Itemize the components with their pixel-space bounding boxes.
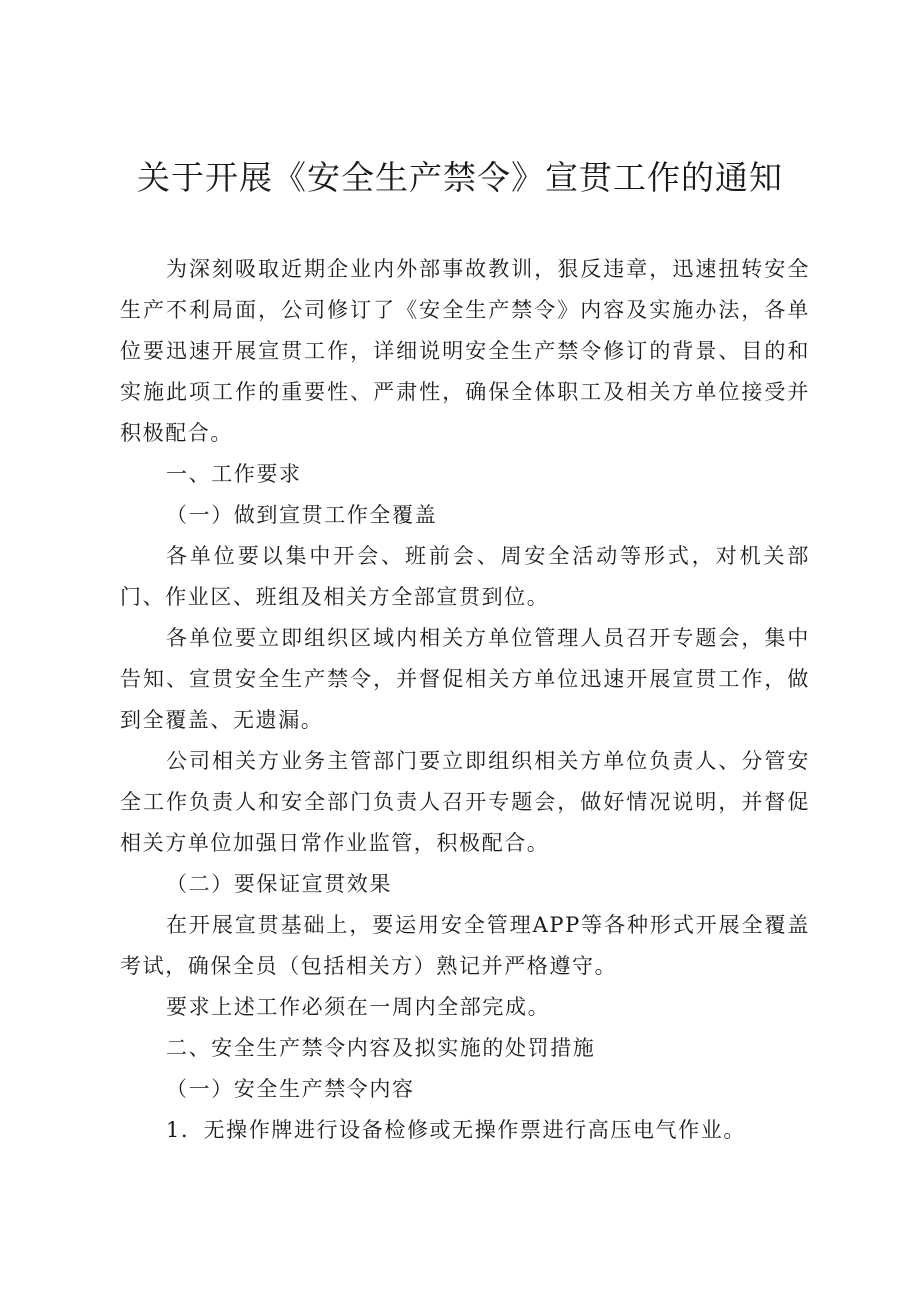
section2-sub1-heading: （一）安全生产禁令内容 — [166, 1077, 415, 1101]
section2-sub1-item-1: 1．无操作牌进行设备检修或无操作票进行高压电气作业。 — [166, 1118, 746, 1142]
section2-heading: 二、安全生产禁令内容及拟实施的处罚措施 — [166, 1036, 596, 1060]
section1-sub1-heading: （一）做到宣贯工作全覆盖 — [166, 503, 438, 527]
section1-sub1-paragraph-2: 各单位要立即组织区域内相关方单位管理人员召开专题会，集中告知、宣贯安全生产禁令，并督促相关方单位迅速开展宣贯工作，做到全覆盖、无遗漏。 — [120, 626, 810, 732]
section1-sub2-paragraph-1: 在开展宣贯基础上，要运用安全管理APP等各种形式开展全覆盖考试，确保全员（包括相关方）熟记并严格遵守。 — [120, 913, 810, 978]
section1-sub2-paragraph-2: 要求上述工作必须在一周内全部完成。 — [166, 995, 551, 1019]
document-body — [120, 249, 810, 1151]
section1-sub1-paragraph-3: 公司相关方业务主管部门要立即组织相关方单位负责人、分管安全工作负责人和安全部门负责人召开专题会，做好情况说明，并督促相关方单位加强日常作业监管，积极配合。 — [120, 749, 810, 855]
section1-sub2-heading: （二）要保证宣贯效果 — [166, 872, 392, 896]
section1-sub1-paragraph-1: 各单位要以集中开会、班前会、周安全活动等形式，对机关部门、作业区、班组及相关方全部宣贯到位。 — [120, 544, 810, 609]
section1-heading: 一、工作要求 — [166, 462, 302, 486]
document-title: 关于开展《安全生产禁令》宣贯工作的通知 — [137, 158, 783, 197]
intro-paragraph: 为深刻吸取近期企业内外部事故教训，狠反违章，迅速扭转安全生产不利局面，公司修订了《安全生产禁令》内容及实施办法，各单位要迅速开展宣贯工作，详细说明安全生产禁令修订的背景、目的和实施此项工作的重要性、严肃性，确保全体职工及相关方单位接受并积极配合。 — [120, 257, 810, 445]
